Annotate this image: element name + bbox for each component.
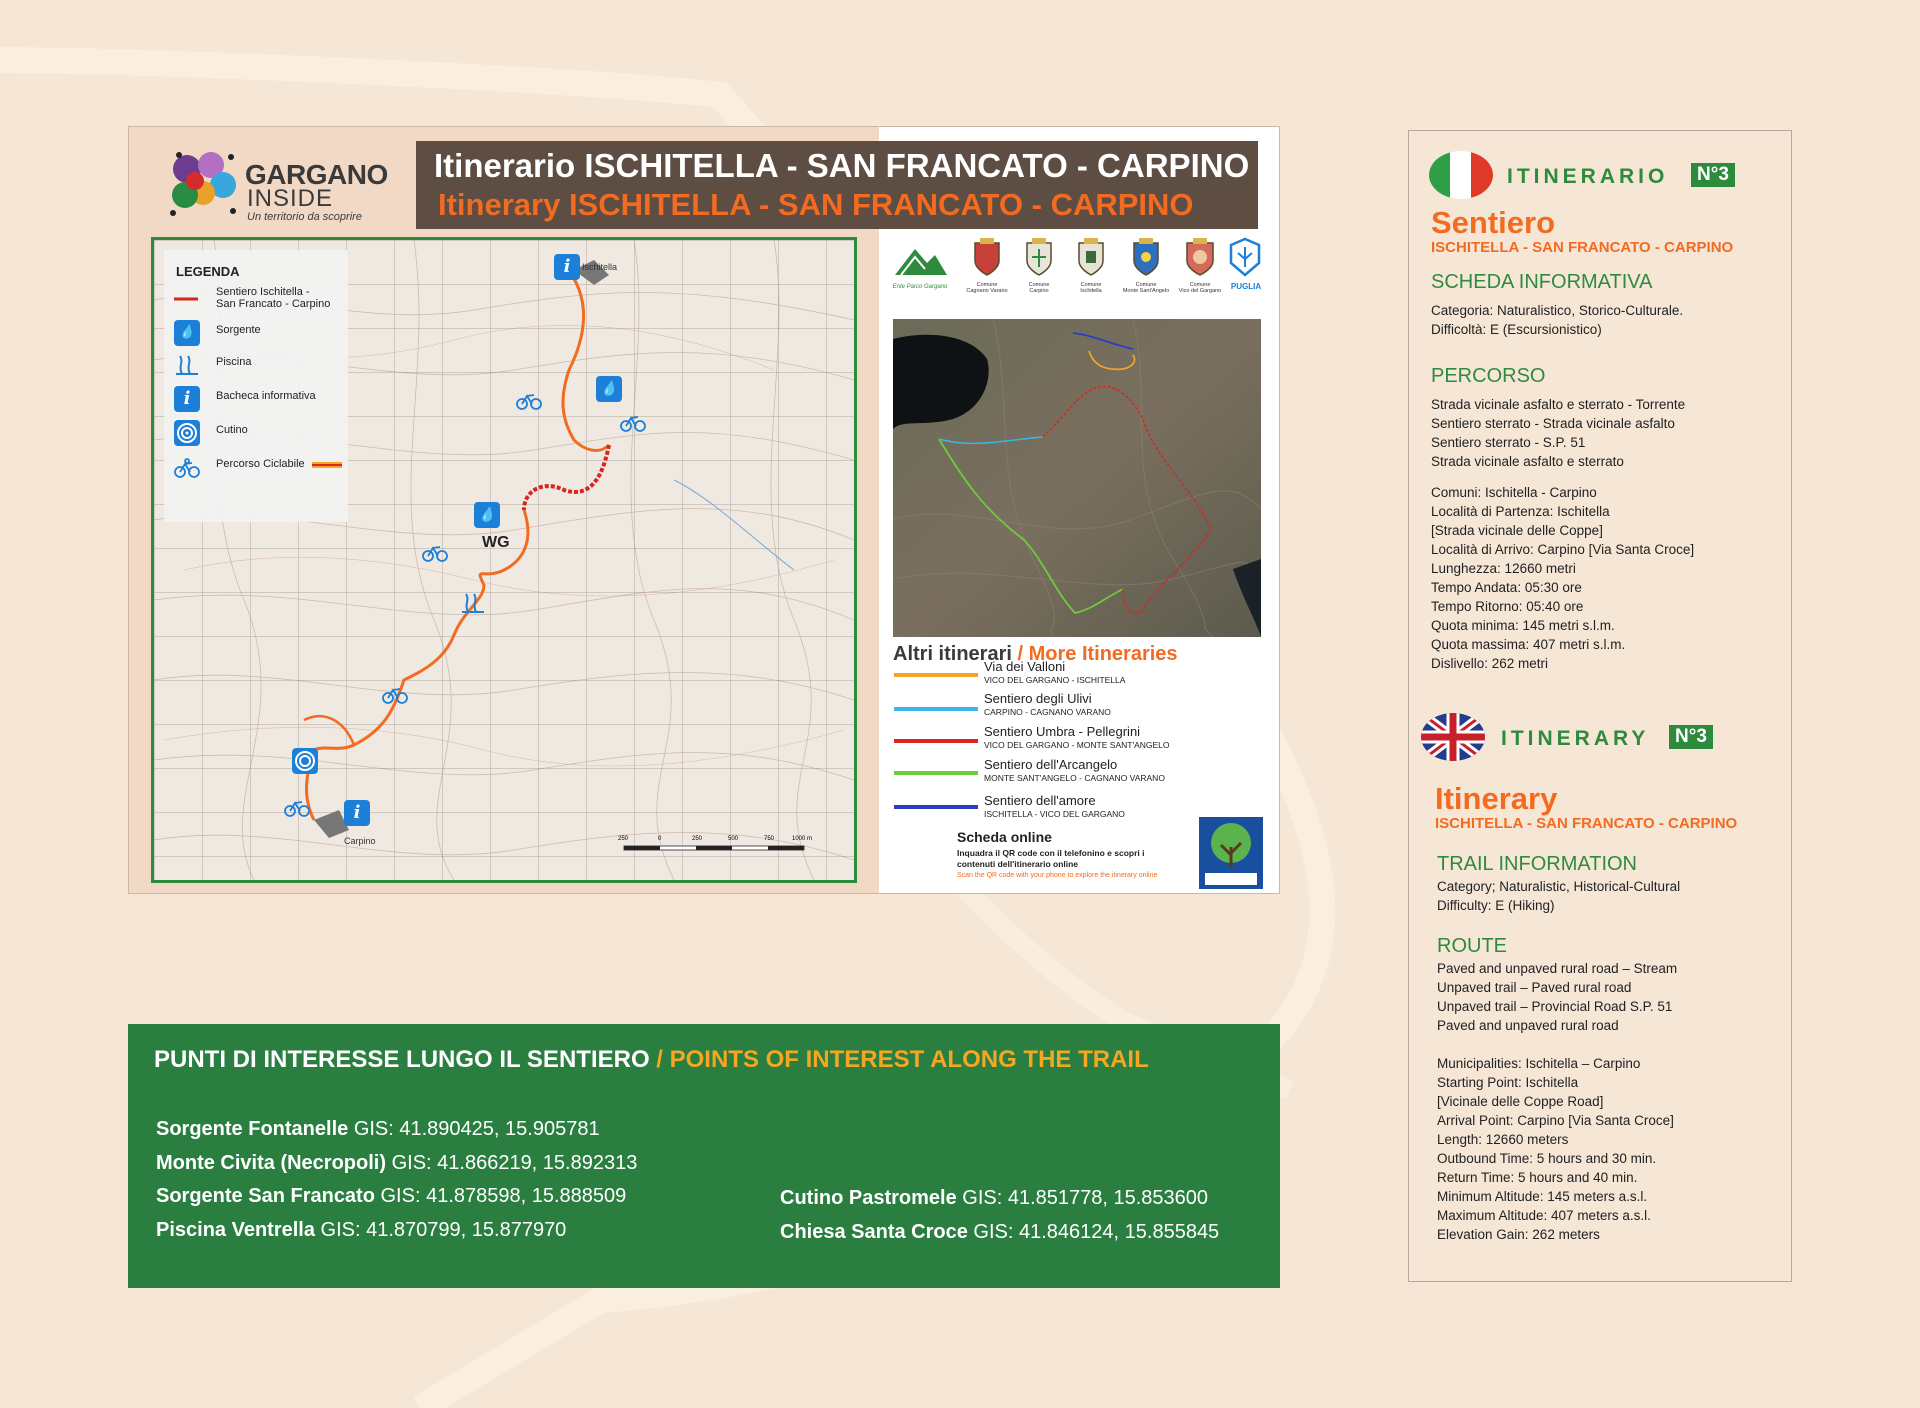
title-english: Itinerary ISCHITELLA - SAN FRANCATO - CARPINO: [438, 187, 1194, 222]
poi-name: Sorgente Fontanelle: [156, 1118, 349, 1140]
poi-item: [780, 1187, 1208, 1210]
itinerary-number: N°3: [1669, 725, 1713, 749]
itinerary-title: Itinerary: [1435, 781, 1558, 816]
poi-gis: GIS: 41.890425, 15.905781: [353, 1118, 600, 1140]
satellite-graphic: [893, 319, 1261, 637]
place-label-carpino: Carpino: [344, 836, 376, 846]
legend-label: Sentiero Ischitella - San Francato - Carpino: [216, 286, 331, 310]
sponsor-crest: [965, 237, 1009, 307]
italian-flag-icon: [1429, 151, 1493, 199]
sponsor-name: Comune Monte Sant'Angelo: [1122, 282, 1170, 294]
detail-line: Arrival Point: Carpino [Via Santa Croce]: [1437, 1113, 1674, 1128]
trail-line-icon: [174, 286, 200, 312]
detail-line: Località di Partenza: Ischitella: [1431, 504, 1610, 519]
itinerary-name[interactable]: Sentiero Umbra - Pellegrini: [984, 724, 1141, 739]
scale-label: 250: [692, 836, 703, 842]
sponsor-crest: [1069, 237, 1113, 307]
legend-item-info: [174, 384, 346, 412]
poi-name: Cutino Pastromele: [780, 1187, 957, 1209]
sponsor-name: PUGLIA: [1230, 282, 1262, 291]
detail-line: Elevation Gain: 262 meters: [1437, 1227, 1600, 1242]
gargano-inside-logo: [165, 145, 395, 225]
topographic-map[interactable]: [151, 237, 857, 883]
path-line: Unpaved trail – Paved rural road: [1437, 980, 1632, 995]
detail-line: Quota massima: 407 metri s.l.m.: [1431, 637, 1626, 652]
itinerary-color-line: [894, 707, 978, 711]
path-line: Paved and unpaved rural road: [1437, 1018, 1619, 1033]
detail-line: Località di Arrivo: Carpino [Via Santa Croce]: [1431, 542, 1695, 557]
percorso-heading: PERCORSO: [1431, 365, 1546, 387]
path-line: Paved and unpaved rural road – Stream: [1437, 961, 1678, 976]
sponsor-logos: [891, 237, 1263, 307]
more-title-it: Altri itinerari: [893, 643, 1012, 665]
sponsor-name: Comune Carpino: [1028, 282, 1050, 294]
path-line: Strada vicinale asfalto e sterrato - Torrente: [1431, 397, 1686, 412]
path-line: Strada vicinale asfalto e sterrato: [1431, 454, 1624, 469]
spring-icon: 💧: [174, 320, 200, 346]
detail-line: Maximum Altitude: 407 meters a.s.l.: [1437, 1208, 1651, 1223]
crest-icon: [972, 237, 1002, 277]
itinerary-sub: ISCHITELLA - VICO DEL GARGANO: [984, 809, 1125, 819]
route-subtitle-it: ISCHITELLA - SAN FRANCATO - CARPINO: [1431, 239, 1734, 256]
itinerary-sub: MONTE SANT'ANGELO - CAGNANO VARANO: [984, 773, 1165, 783]
sponsor-name: Comune Ischitella: [1080, 282, 1102, 294]
itinerary-color-line: [894, 805, 978, 809]
itinerary-sub: CARPINO - CAGNANO VARANO: [984, 707, 1111, 717]
poi-item: [780, 1221, 1219, 1244]
poi-heading: [154, 1046, 1149, 1074]
logo-subtitle: INSIDE: [247, 185, 334, 212]
poi-gis: GIS: 41.851778, 15.853600: [962, 1187, 1209, 1209]
spring-icon[interactable]: 💧: [596, 376, 622, 402]
detail-line: Comuni: Ischitella - Carpino: [1431, 485, 1597, 500]
bike-route-line-icon: [312, 462, 342, 470]
scale-label: 750: [764, 836, 775, 842]
scale-label: 500: [728, 836, 739, 842]
uk-flag-icon: [1421, 713, 1485, 761]
itinerary-sub: VICO DEL GARGANO - MONTE SANT'ANGELO: [984, 740, 1170, 750]
sponsor-crest: [1177, 237, 1223, 307]
info-board-icon: i: [174, 386, 200, 412]
poi-item: [156, 1118, 600, 1141]
itinerary-color-line: [894, 673, 978, 677]
route-heading: ROUTE: [1437, 935, 1507, 957]
itinerary-info-panel: [1408, 130, 1792, 1282]
bike-icon: [422, 540, 448, 562]
points-of-interest-box: [128, 1024, 1280, 1288]
sentiero-title: Sentiero: [1431, 205, 1556, 240]
legend-item-pool: [174, 350, 346, 378]
bike-icon: [174, 454, 200, 480]
detail-line: Quota minima: 145 metri s.l.m.: [1431, 618, 1615, 633]
info-line: Category; Naturalistic, Historical-Cultural: [1437, 879, 1681, 894]
poi-item: [156, 1185, 626, 1208]
crest-icon: [1024, 237, 1054, 277]
itinerario-label: ITINERARIO: [1507, 165, 1669, 188]
detail-line: [Strada vicinale delle Coppe]: [1431, 523, 1603, 538]
detail-line: Length: 12660 meters: [1437, 1132, 1569, 1147]
itinerario-number: N°3: [1691, 163, 1735, 187]
map-legend: [164, 250, 348, 522]
detail-line: Minimum Altitude: 145 meters a.s.l.: [1437, 1189, 1648, 1204]
logo-tagline: Un territorio da scoprire: [247, 211, 362, 223]
cutino-icon: [174, 420, 200, 446]
bike-icon: [382, 682, 408, 704]
poi-item: [156, 1219, 566, 1242]
detail-line: [Vicinale delle Coppe Road]: [1437, 1094, 1604, 1109]
scale-label: 1000 m: [792, 836, 813, 842]
legend-item-spring: [174, 318, 346, 346]
itinerary-name[interactable]: Sentiero degli Ulivi: [984, 691, 1092, 706]
itinerary-name[interactable]: Sentiero dell'amore: [984, 793, 1096, 808]
legend-item-bike: [174, 452, 346, 480]
scale-label: 0: [658, 836, 662, 842]
legend-label: Percorso Ciclabile: [216, 458, 305, 470]
legend-label: Sorgente: [216, 324, 261, 336]
place-label-ischitella: Ischitella: [582, 262, 618, 272]
route-subtitle-en: ISCHITELLA - SAN FRANCATO - CARPINO: [1435, 815, 1738, 832]
path-line: Sentiero sterrato - S.P. 51: [1431, 435, 1586, 450]
info-board-icon[interactable]: i: [554, 254, 580, 280]
parco-gargano-logo-icon: [891, 241, 949, 279]
poi-name: Piscina Ventrella: [156, 1219, 315, 1241]
crest-icon: [1184, 237, 1216, 277]
itinerary-name[interactable]: Sentiero dell'Arcangelo: [984, 757, 1118, 772]
online-sheet-title: Scheda online: [957, 829, 1052, 845]
bike-icon: [516, 388, 542, 410]
bike-icon: [620, 410, 646, 432]
itinerary-sub: VICO DEL GARGANO - ISCHITELLA: [984, 675, 1126, 685]
online-sheet-desc: Inquadra il QR code con il telefonino e scopri i contenuti dell'itinerario online: [957, 848, 1145, 869]
detail-line: Dislivello: 262 metri: [1431, 656, 1549, 671]
detail-line: Lunghezza: 12660 metri: [1431, 561, 1576, 576]
pool-icon[interactable]: [460, 590, 486, 616]
legend-item-cutino: [174, 418, 346, 446]
legend-label: Piscina: [216, 356, 252, 368]
info-line: Difficulty: E (Hiking): [1437, 898, 1555, 913]
detail-line: Municipalities: Ischitella – Carpino: [1437, 1056, 1641, 1071]
puglia-logo-icon: [1227, 237, 1263, 277]
poi-gis: GIS: 41.846124, 15.855845: [973, 1221, 1220, 1243]
itinerary-color-line: [894, 771, 978, 775]
detail-line: Starting Point: Ischitella: [1437, 1075, 1579, 1090]
sponsor-crest: [1121, 237, 1171, 307]
detail-line: Tempo Ritorno: 05:40 ore: [1431, 599, 1584, 614]
sponsor-name: Ente Parco Gargano: [892, 284, 948, 290]
crest-icon: [1131, 237, 1161, 277]
detail-line: Return Time: 5 hours and 40 min.: [1437, 1170, 1638, 1185]
itinerary-label: ITINERARY: [1501, 727, 1650, 750]
sponsor-puglia: [1227, 237, 1265, 307]
scale-label: 250: [618, 836, 629, 842]
detail-line: Tempo Andata: 05:30 ore: [1431, 580, 1582, 595]
scheda-heading: SCHEDA INFORMATIVA: [1431, 271, 1653, 293]
bike-icon: [284, 795, 310, 817]
cutino-icon[interactable]: [292, 748, 318, 774]
spring-icon[interactable]: 💧: [474, 502, 500, 528]
info-board-icon[interactable]: i: [344, 800, 370, 826]
map-label-wg: WG: [482, 534, 510, 551]
sponsor-crest: [1017, 237, 1061, 307]
poi-gis: GIS: 41.870799, 15.877970: [320, 1219, 567, 1241]
poi-name: Monte Civita (Necropoli): [156, 1152, 387, 1174]
qr-tree-icon[interactable]: [1199, 817, 1263, 889]
trail-info-heading: TRAIL INFORMATION: [1437, 853, 1637, 875]
logo-title: GARGANO: [245, 159, 388, 190]
itinerary-name[interactable]: Via dei Valloni: [984, 659, 1066, 674]
itinerary-color-line: [894, 739, 978, 743]
poi-name: Chiesa Santa Croce: [780, 1221, 968, 1243]
sponsor-name: Comune Cagnano Varano: [966, 282, 1008, 294]
pool-icon: [174, 352, 200, 378]
path-line: Unpaved trail – Provincial Road S.P. 51: [1437, 999, 1673, 1014]
poi-item: [156, 1152, 637, 1175]
legend-label: Bacheca informativa: [216, 390, 316, 402]
poi-name: Sorgente San Francato: [156, 1185, 375, 1207]
trail-board: [128, 126, 1280, 894]
legend-item-trail: [174, 284, 346, 312]
online-sheet-english: Scan the QR code with your phone to explore the itinerary online: [957, 872, 1158, 879]
sponsor-parco: [891, 241, 949, 301]
legend-title: LEGENDA: [176, 264, 240, 279]
satellite-overview-map[interactable]: [893, 319, 1261, 637]
poi-heading-it: PUNTI DI INTERESSE LUNGO IL SENTIERO: [154, 1046, 650, 1073]
poi-gis: GIS: 41.878598, 15.888509: [380, 1185, 627, 1207]
legend-label: Cutino: [216, 424, 248, 436]
title-box: [416, 141, 1258, 229]
map-scale-bar: [614, 836, 814, 858]
info-line: Categoria: Naturalistico, Storico-Culturale.: [1431, 303, 1684, 318]
more-title-en: / More Itineraries: [1017, 643, 1178, 665]
title-italian: Itinerario ISCHITELLA - SAN FRANCATO - CARPINO: [434, 147, 1250, 184]
logo-mark-icon: [165, 145, 243, 223]
path-line: Sentiero sterrato - Strada vicinale asfalto: [1431, 416, 1675, 431]
poi-gis: GIS: 41.866219, 15.892313: [391, 1152, 638, 1174]
poi-heading-en: / POINTS OF INTEREST ALONG THE TRAIL: [656, 1046, 1149, 1073]
sponsor-name: Comune Vico del Gargano: [1178, 282, 1222, 294]
crest-icon: [1076, 237, 1106, 277]
detail-line: Outbound Time: 5 hours and 30 min.: [1437, 1151, 1657, 1166]
info-line: Difficoltà: E (Escursionistico): [1431, 322, 1602, 337]
